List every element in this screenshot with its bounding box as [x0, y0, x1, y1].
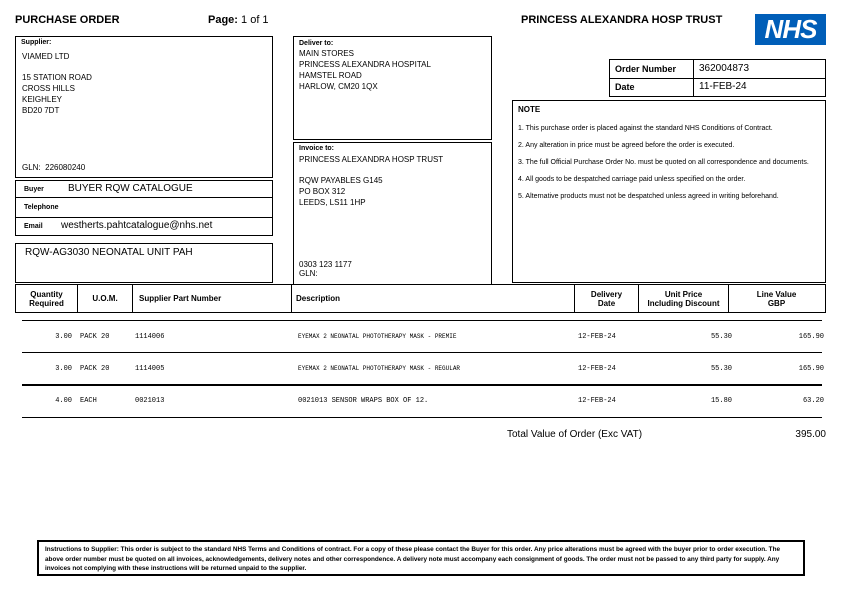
supplier-address-line: CROSS HILLS	[22, 84, 75, 93]
row-separator	[22, 352, 822, 353]
note-item: 2. Any alteration in price must be agreed before the order is executed.	[518, 142, 735, 149]
total-label: Total Value of Order (Exc VAT)	[507, 429, 643, 440]
telephone-row	[16, 198, 272, 218]
date-value: 11-FEB-24	[699, 81, 747, 92]
col-header-uom: U.O.M.	[92, 294, 118, 303]
deliver-to-line: HAMSTEL ROAD	[299, 71, 362, 80]
buyer-label: Buyer	[24, 186, 44, 193]
row-quantity: 3.00	[55, 333, 72, 341]
date-label: Date	[615, 82, 635, 92]
col-header-line-value-line: Line Value	[756, 289, 797, 299]
col-header-line-value	[729, 285, 824, 312]
invoice-to-gln-label: GLN:	[299, 269, 318, 278]
col-header-description: Description	[296, 294, 341, 303]
invoice-to-phone: 0303 123 1177	[299, 260, 352, 269]
note-item: 5. Alternative products must not be despatched unless agreed in writing beforehand.	[518, 193, 779, 200]
supplier-gln-value: 226080240	[45, 163, 86, 172]
supplier-name: VIAMED LTD	[22, 52, 70, 61]
invoice-to-line: PO BOX 312	[299, 187, 346, 196]
note-box	[512, 100, 826, 283]
deliver-to-label: Deliver to:	[299, 40, 334, 47]
col-header-quantity	[16, 285, 77, 312]
invoice-to-name: PRINCESS ALEXANDRA HOSP TRUST	[299, 155, 444, 164]
table-row	[0, 397, 842, 407]
invoice-to-address	[299, 175, 383, 208]
col-header-unit-price	[639, 285, 728, 312]
col-header-delivery-date	[575, 285, 638, 312]
row-separator	[22, 417, 822, 418]
email-value[interactable]: westherts.pahtcatalogue@nhs.net	[61, 220, 213, 231]
note-item: 1. This purchase order is placed against the standard NHS Conditions of Contract.	[518, 125, 773, 132]
document-title: PURCHASE ORDER	[15, 14, 120, 26]
supplier-instructions: Instructions to Supplier: This order is subject to the standard NHS Terms and Conditions of contract. For a copy of these please contact the Buyer for this order. Any price alterations must be agreed with the buyer prior to order execution. The above order number must be quoted on all invoices, acknowledgements, delivery notes and other correspondence. A delivery note must accompany each consignment of goods. The order must not be passed to any third party for supply. Any invoices not complying with these instructions will be returned unpaid to the supplier.	[45, 546, 781, 572]
row-unit-price: 55.30	[710, 365, 732, 373]
row-delivery-date: 12-FEB-24	[578, 365, 616, 373]
deliver-to-line: MAIN STORES	[299, 49, 354, 58]
row-description: EYEMAX 2 NEONATAL PHOTOTHERAPY MASK - PREMIE	[298, 333, 457, 340]
row-description: EYEMAX 2 NEONATAL PHOTOTHERAPY MASK - REGULAR	[298, 365, 461, 372]
row-description: 0021013 SENSOR WRAPS BOX OF 12.	[298, 397, 429, 405]
col-divider	[132, 285, 133, 312]
page-indicator	[208, 14, 269, 26]
order-number-value: 362004873	[699, 63, 750, 74]
row-quantity: 4.00	[55, 397, 72, 405]
deliver-to-line: PRINCESS ALEXANDRA HOSPITAL	[299, 60, 431, 69]
invoice-to-line: RQW PAYABLES G145	[299, 176, 383, 185]
row-uom: PACK 20	[80, 365, 110, 373]
col-header-quantity-line: Required	[29, 298, 64, 308]
row-unit-price: 15.80	[710, 397, 732, 405]
buyer-row	[16, 181, 272, 198]
cost-centre: RQW-AG3030 NEONATAL UNIT PAH	[25, 247, 193, 258]
supplier-address-line: KEIGHLEY	[22, 95, 63, 104]
row-separator	[22, 384, 822, 386]
email-label: Email	[24, 223, 43, 230]
row-line-value: 63.20	[802, 397, 824, 405]
supplier-address	[22, 72, 92, 116]
col-header-unit-price-line: Including Discount	[647, 298, 720, 308]
invoice-to-contact	[299, 260, 352, 278]
col-header-line-value-line: GBP	[767, 298, 786, 308]
row-uom: PACK 20	[80, 333, 110, 341]
supplier-label: Supplier:	[21, 39, 52, 46]
col-header-delivery-line: Date	[597, 298, 616, 308]
supplier-address-line: BD20 7DT	[22, 106, 60, 115]
table-row	[0, 365, 842, 375]
invoice-to-label: Invoice to:	[299, 145, 335, 152]
row-line-value: 165.90	[798, 365, 824, 373]
note-item: 4. All goods to be despatched carriage paid unless specified on the order.	[518, 176, 746, 183]
row-part-number: 1114005	[135, 365, 165, 373]
col-divider	[291, 285, 292, 312]
total-value: 395.00	[795, 429, 826, 440]
row-delivery-date: 12-FEB-24	[578, 333, 616, 341]
order-info-table	[609, 59, 826, 97]
invoice-to-box	[293, 142, 492, 285]
table-row	[0, 333, 842, 343]
col-header-unit-price-line: Unit Price	[664, 289, 703, 299]
note-title: NOTE	[518, 105, 541, 114]
email-row	[16, 218, 272, 235]
supplier-gln	[22, 162, 85, 173]
buyer-value: BUYER RQW CATALOGUE	[68, 183, 193, 194]
order-info-row-divider	[610, 78, 825, 79]
trust-name: PRINCESS ALEXANDRA HOSP TRUST	[521, 14, 723, 26]
page-value: 1 of 1	[241, 14, 269, 26]
row-uom: EACH	[80, 397, 97, 405]
supplier-instructions-box	[37, 540, 805, 576]
row-line-value: 165.90	[798, 333, 824, 341]
deliver-to-address	[299, 48, 431, 92]
row-part-number: 0021013	[135, 397, 165, 405]
row-quantity: 3.00	[55, 365, 72, 373]
row-unit-price: 55.30	[710, 333, 732, 341]
page-label: Page:	[208, 14, 238, 26]
supplier-box	[15, 36, 273, 178]
row-delivery-date: 12-FEB-24	[578, 397, 616, 405]
note-item: 3. The full Official Purchase Order No. must be quoted on all correspondence and documents.	[518, 159, 809, 166]
cost-centre-box	[15, 243, 273, 283]
telephone-label: Telephone	[24, 204, 59, 211]
invoice-to-line: LEEDS, LS11 1HP	[299, 198, 366, 207]
items-table-header	[15, 284, 826, 313]
nhs-logo: NHS	[755, 14, 826, 45]
row-separator	[22, 320, 822, 321]
supplier-gln-label: GLN:	[22, 163, 41, 172]
col-header-part-number: Supplier Part Number	[139, 294, 222, 303]
order-number-label: Order Number	[615, 64, 677, 74]
supplier-address-line: 15 STATION ROAD	[22, 73, 92, 82]
deliver-to-line: HARLOW, CM20 1QX	[299, 82, 378, 91]
row-part-number: 1114006	[135, 333, 165, 341]
col-header-delivery-line: Delivery	[590, 289, 623, 299]
deliver-to-box	[293, 36, 492, 140]
col-header-quantity-line: Quantity	[30, 289, 63, 299]
buyer-box	[15, 180, 273, 236]
